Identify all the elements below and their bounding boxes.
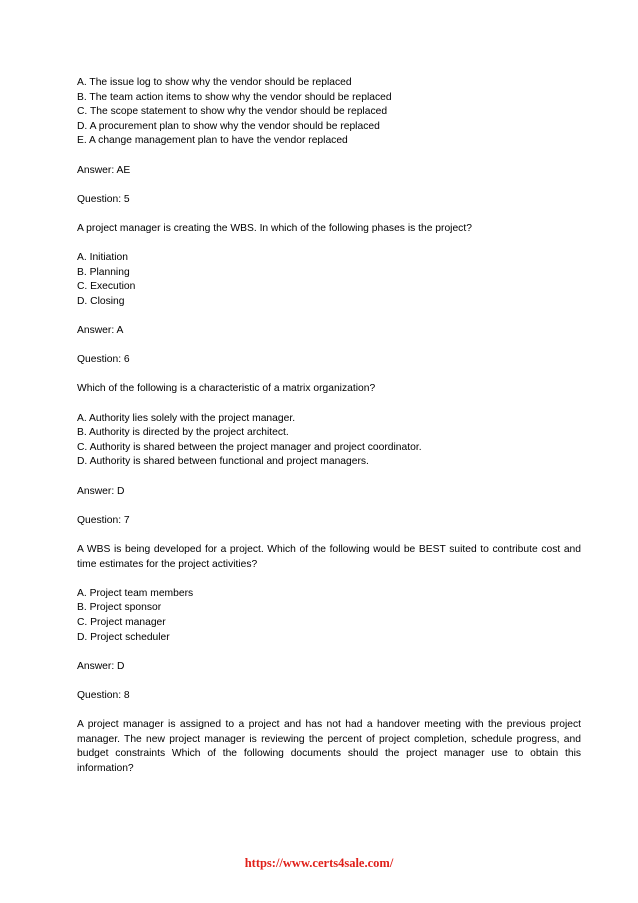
q7-answer: Answer: D — [77, 660, 125, 672]
q6-text: Which of the following is a characteristic of a matrix organization? — [77, 383, 376, 395]
q7-option-c: C. Project manager — [77, 616, 166, 628]
q4-option-c: C. The scope statement to show why the vendor should be replaced — [77, 106, 388, 118]
q5-option-c: C. Execution — [77, 281, 136, 293]
q8-label: Question: 8 — [77, 689, 130, 701]
q7-label: Question: 7 — [77, 514, 130, 526]
q4-answer: Answer: AE — [77, 164, 131, 176]
question-4-options — [77, 76, 581, 149]
q7-text: A WBS is being developed for a project. Which of the following would be BEST suited to contribute cost and time estimates for the project activities? — [77, 544, 581, 570]
q5-option-d: D. Closing — [77, 295, 125, 307]
q5-label: Question: 5 — [77, 193, 130, 205]
footer-url-link[interactable]: https://www.certs4sale.com/ — [244, 856, 394, 870]
q6-option-a: A. Authority lies solely with the project manager. — [77, 412, 296, 424]
q5-option-b: B. Planning — [77, 266, 130, 278]
q7-option-a: A. Project team members — [77, 587, 194, 599]
q6-option-d: D. Authority is shared between functional and project managers. — [77, 456, 369, 468]
q5-answer: Answer: A — [77, 325, 124, 337]
q6-label: Question: 6 — [77, 354, 130, 366]
q5-option-a: A. Initiation — [77, 252, 128, 264]
q7-option-d: D. Project scheduler — [77, 631, 170, 643]
q7-option-b: B. Project sponsor — [77, 602, 162, 614]
q6-option-b: B. Authority is directed by the project architect. — [77, 427, 289, 439]
q6-option-c: C. Authority is shared between the project manager and project coordinator. — [77, 441, 422, 453]
q6-answer: Answer: D — [77, 485, 125, 497]
q4-option-a: A. The issue log to show why the vendor should be replaced — [77, 77, 352, 88]
q4-option-b: B. The team action items to show why the vendor should be replaced — [77, 91, 392, 103]
q4-option-e: E. A change management plan to have the vendor replaced — [77, 135, 348, 147]
document-body — [77, 76, 581, 777]
q5-text: A project manager is creating the WBS. In which of the following phases is the project? — [77, 222, 472, 234]
q4-option-d: D. A procurement plan to show why the vendor should be replaced — [77, 120, 380, 132]
q8-text: A project manager is assigned to a project and has not had a handover meeting with the previous project manager. The new project manager is reviewing the percent of project completion, schedule progress, and budget constraints Which of the following documents should the project manager use to obtain this information? — [77, 719, 581, 774]
